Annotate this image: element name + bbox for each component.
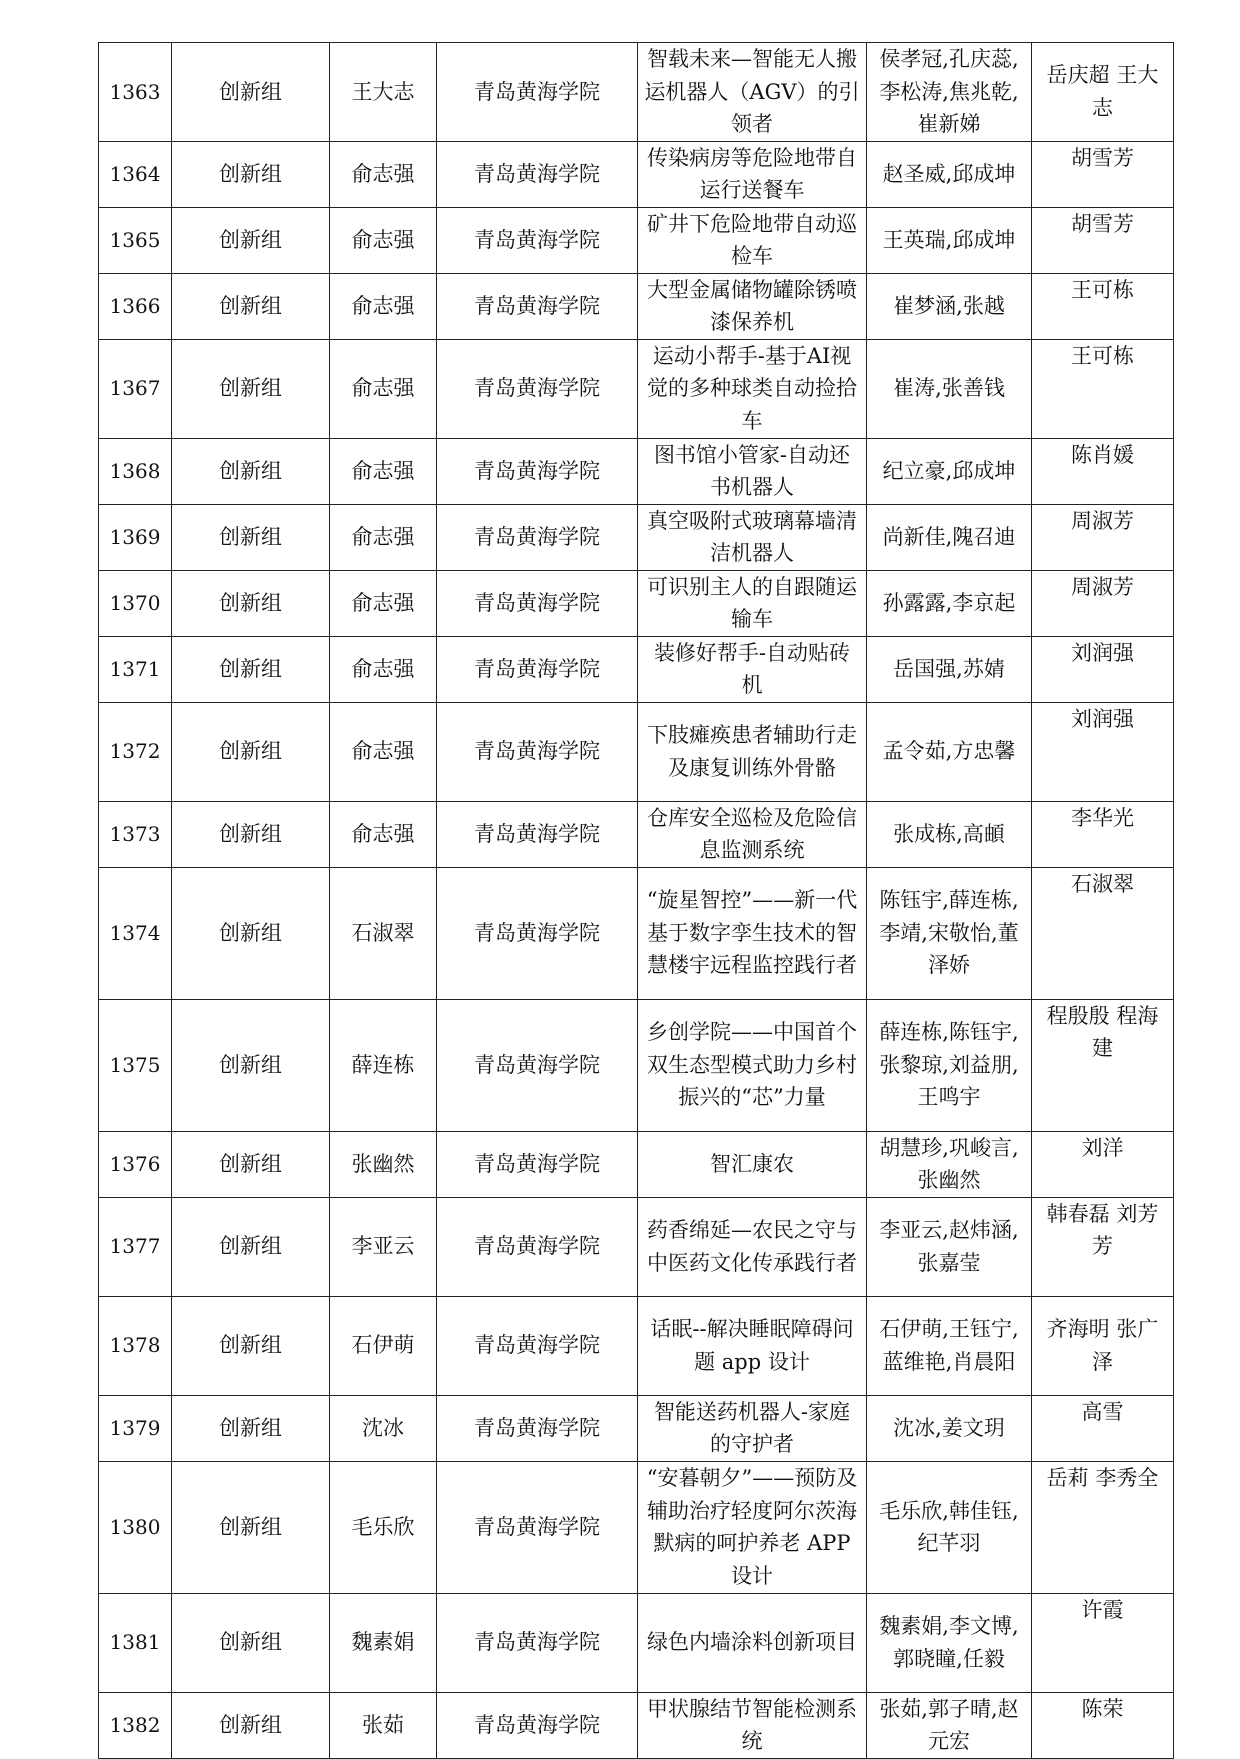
- cell-leader: 俞志强: [330, 570, 437, 636]
- cell-school: 青岛黄海学院: [437, 1395, 638, 1461]
- cell-advisor: 李华光: [1032, 801, 1174, 867]
- cell-school: 青岛黄海学院: [437, 801, 638, 867]
- cell-number: 1381: [99, 1593, 172, 1692]
- cell-leader: 俞志强: [330, 273, 437, 339]
- cell-members: 孟令茹,方忠馨: [867, 702, 1032, 801]
- cell-school: 青岛黄海学院: [437, 1296, 638, 1395]
- cell-group: 创新组: [172, 1197, 330, 1296]
- cell-group: 创新组: [172, 1131, 330, 1197]
- table-row: [99, 1395, 1174, 1461]
- cell-number: 1364: [99, 141, 172, 207]
- table-row: [99, 999, 1174, 1131]
- table-row: [99, 801, 1174, 867]
- table-row: [99, 339, 1174, 438]
- cell-group: 创新组: [172, 141, 330, 207]
- cell-group: 创新组: [172, 636, 330, 702]
- cell-school: 青岛黄海学院: [437, 207, 638, 273]
- cell-number: 1367: [99, 339, 172, 438]
- cell-group: 创新组: [172, 570, 330, 636]
- cell-project: 传染病房等危险地带自运行送餐车: [638, 141, 867, 207]
- table-row: [99, 1461, 1174, 1593]
- cell-school: 青岛黄海学院: [437, 504, 638, 570]
- cell-school: 青岛黄海学院: [437, 1197, 638, 1296]
- cell-project: 乡创学院——中国首个双生态型模式助力乡村振兴的“芯”力量: [638, 999, 867, 1131]
- cell-leader: 俞志强: [330, 504, 437, 570]
- cell-members: 赵圣威,邱成坤: [867, 141, 1032, 207]
- table-row: [99, 1692, 1174, 1758]
- cell-number: 1366: [99, 273, 172, 339]
- cell-group: 创新组: [172, 1461, 330, 1593]
- cell-leader: 沈冰: [330, 1395, 437, 1461]
- cell-number: 1369: [99, 504, 172, 570]
- cell-number: 1372: [99, 702, 172, 801]
- cell-group: 创新组: [172, 1593, 330, 1692]
- cell-advisor: 齐海明 张广泽: [1032, 1296, 1174, 1395]
- cell-project: “安暮朝夕”——预防及辅助治疗轻度阿尔茨海默病的呵护养老 APP 设计: [638, 1461, 867, 1593]
- cell-leader: 王大志: [330, 43, 437, 142]
- cell-members: 尚新佳,隗召迪: [867, 504, 1032, 570]
- cell-advisor: 许霞: [1032, 1593, 1174, 1692]
- cell-advisor: 王可栋: [1032, 339, 1174, 438]
- cell-number: 1370: [99, 570, 172, 636]
- cell-project: 甲状腺结节智能检测系统: [638, 1692, 867, 1758]
- cell-school: 青岛黄海学院: [437, 141, 638, 207]
- cell-school: 青岛黄海学院: [437, 999, 638, 1131]
- cell-advisor: 刘润强: [1032, 636, 1174, 702]
- cell-members: 张成栋,高頔: [867, 801, 1032, 867]
- table-row: [99, 867, 1174, 999]
- cell-group: 创新组: [172, 207, 330, 273]
- cell-advisor: 岳庆超 王大志: [1032, 43, 1174, 142]
- cell-members: 纪立豪,邱成坤: [867, 438, 1032, 504]
- cell-leader: 俞志强: [330, 636, 437, 702]
- cell-school: 青岛黄海学院: [437, 867, 638, 999]
- cell-number: 1365: [99, 207, 172, 273]
- cell-project: 话眠--解决睡眠障碍问题 app 设计: [638, 1296, 867, 1395]
- table-row: [99, 141, 1174, 207]
- cell-project: 可识别主人的自跟随运输车: [638, 570, 867, 636]
- cell-group: 创新组: [172, 43, 330, 142]
- cell-members: 崔涛,张善钱: [867, 339, 1032, 438]
- cell-leader: 张茹: [330, 1692, 437, 1758]
- cell-project: 智载未来—智能无人搬运机器人（AGV）的引领者: [638, 43, 867, 142]
- cell-advisor: 陈肖媛: [1032, 438, 1174, 504]
- cell-advisor: 王可栋: [1032, 273, 1174, 339]
- cell-project: 下肢瘫痪患者辅助行走及康复训练外骨骼: [638, 702, 867, 801]
- table-row: [99, 702, 1174, 801]
- cell-group: 创新组: [172, 1692, 330, 1758]
- cell-number: 1378: [99, 1296, 172, 1395]
- cell-school: 青岛黄海学院: [437, 702, 638, 801]
- cell-leader: 李亚云: [330, 1197, 437, 1296]
- cell-number: 1371: [99, 636, 172, 702]
- cell-members: 王英瑞,邱成坤: [867, 207, 1032, 273]
- cell-school: 青岛黄海学院: [437, 438, 638, 504]
- cell-leader: 石伊萌: [330, 1296, 437, 1395]
- table-row: [99, 504, 1174, 570]
- cell-advisor: 胡雪芳: [1032, 207, 1174, 273]
- table-row: [99, 207, 1174, 273]
- cell-project: 智汇康农: [638, 1131, 867, 1197]
- cell-leader: 俞志强: [330, 339, 437, 438]
- cell-number: 1376: [99, 1131, 172, 1197]
- cell-group: 创新组: [172, 867, 330, 999]
- cell-group: 创新组: [172, 504, 330, 570]
- cell-number: 1380: [99, 1461, 172, 1593]
- cell-project: 图书馆小管家-自动还书机器人: [638, 438, 867, 504]
- cell-leader: 俞志强: [330, 702, 437, 801]
- table-row: [99, 1593, 1174, 1692]
- cell-members: 岳国强,苏婧: [867, 636, 1032, 702]
- cell-members: 胡慧珍,巩峻言,张幽然: [867, 1131, 1032, 1197]
- cell-advisor: 石淑翠: [1032, 867, 1174, 999]
- cell-members: 薛连栋,陈钰宇,张黎琼,刘益朋,王鸣宇: [867, 999, 1032, 1131]
- cell-school: 青岛黄海学院: [437, 43, 638, 142]
- cell-group: 创新组: [172, 438, 330, 504]
- cell-school: 青岛黄海学院: [437, 636, 638, 702]
- cell-project: 智能送药机器人-家庭的守护者: [638, 1395, 867, 1461]
- cell-leader: 俞志强: [330, 141, 437, 207]
- cell-project: 装修好帮手-自动贴砖机: [638, 636, 867, 702]
- cell-advisor: 高雪: [1032, 1395, 1174, 1461]
- cell-school: 青岛黄海学院: [437, 1461, 638, 1593]
- table-row: [99, 1197, 1174, 1296]
- cell-leader: 张幽然: [330, 1131, 437, 1197]
- cell-members: 崔梦涵,张越: [867, 273, 1032, 339]
- cell-number: 1382: [99, 1692, 172, 1758]
- cell-school: 青岛黄海学院: [437, 570, 638, 636]
- cell-school: 青岛黄海学院: [437, 339, 638, 438]
- cell-members: 陈钰宇,薛连栋,李靖,宋敬怡,董泽娇: [867, 867, 1032, 999]
- cell-leader: 俞志强: [330, 438, 437, 504]
- cell-group: 创新组: [172, 702, 330, 801]
- cell-project: 仓库安全巡检及危险信息监测系统: [638, 801, 867, 867]
- cell-advisor: 岳莉 李秀全: [1032, 1461, 1174, 1593]
- cell-project: 大型金属储物罐除锈喷漆保养机: [638, 273, 867, 339]
- table-row: [99, 438, 1174, 504]
- cell-advisor: 韩春磊 刘芳芳: [1032, 1197, 1174, 1296]
- cell-number: 1368: [99, 438, 172, 504]
- cell-members: 孙露露,李京起: [867, 570, 1032, 636]
- cell-leader: 薛连栋: [330, 999, 437, 1131]
- cell-school: 青岛黄海学院: [437, 1593, 638, 1692]
- cell-group: 创新组: [172, 273, 330, 339]
- cell-group: 创新组: [172, 339, 330, 438]
- cell-number: 1373: [99, 801, 172, 867]
- cell-leader: 石淑翠: [330, 867, 437, 999]
- cell-leader: 毛乐欣: [330, 1461, 437, 1593]
- cell-advisor: 刘洋: [1032, 1131, 1174, 1197]
- cell-leader: 俞志强: [330, 801, 437, 867]
- cell-number: 1374: [99, 867, 172, 999]
- table-row: [99, 1131, 1174, 1197]
- table-row: [99, 636, 1174, 702]
- cell-members: 魏素娟,李文博,郭晓瞳,任毅: [867, 1593, 1032, 1692]
- cell-advisor: 周淑芳: [1032, 504, 1174, 570]
- cell-number: 1375: [99, 999, 172, 1131]
- cell-members: 李亚云,赵炜涵,张嘉莹: [867, 1197, 1032, 1296]
- table-body: [99, 43, 1174, 1759]
- cell-group: 创新组: [172, 1395, 330, 1461]
- table-row: [99, 273, 1174, 339]
- project-table: [98, 42, 1174, 1759]
- cell-advisor: 周淑芳: [1032, 570, 1174, 636]
- table-row: [99, 570, 1174, 636]
- cell-group: 创新组: [172, 801, 330, 867]
- cell-members: 张茹,郭子晴,赵元宏: [867, 1692, 1032, 1758]
- table-row: [99, 43, 1174, 142]
- cell-advisor: 刘润强: [1032, 702, 1174, 801]
- cell-school: 青岛黄海学院: [437, 273, 638, 339]
- table-row: [99, 1296, 1174, 1395]
- cell-advisor: 程殷殷 程海建: [1032, 999, 1174, 1131]
- cell-group: 创新组: [172, 999, 330, 1131]
- cell-project: 真空吸附式玻璃幕墙清洁机器人: [638, 504, 867, 570]
- cell-leader: 俞志强: [330, 207, 437, 273]
- cell-number: 1377: [99, 1197, 172, 1296]
- cell-school: 青岛黄海学院: [437, 1131, 638, 1197]
- cell-group: 创新组: [172, 1296, 330, 1395]
- cell-members: 毛乐欣,韩佳钰,纪芊羽: [867, 1461, 1032, 1593]
- cell-project: 矿井下危险地带自动巡检车: [638, 207, 867, 273]
- cell-number: 1379: [99, 1395, 172, 1461]
- cell-members: 石伊萌,王钰宁,蓝维艳,肖晨阳: [867, 1296, 1032, 1395]
- cell-members: 侯孝冠,孔庆蕊,李松涛,焦兆乾,崔新娣: [867, 43, 1032, 142]
- cell-advisor: 胡雪芳: [1032, 141, 1174, 207]
- cell-project: 运动小帮手-基于AI视觉的多种球类自动捡拾车: [638, 339, 867, 438]
- cell-project: “旋星智控”——新一代基于数字孪生技术的智慧楼宇远程监控践行者: [638, 867, 867, 999]
- cell-leader: 魏素娟: [330, 1593, 437, 1692]
- cell-number: 1363: [99, 43, 172, 142]
- cell-project: 药香绵延—农民之守与中医药文化传承践行者: [638, 1197, 867, 1296]
- cell-members: 沈冰,姜文玥: [867, 1395, 1032, 1461]
- cell-project: 绿色内墙涂料创新项目: [638, 1593, 867, 1692]
- cell-school: 青岛黄海学院: [437, 1692, 638, 1758]
- cell-advisor: 陈荣: [1032, 1692, 1174, 1758]
